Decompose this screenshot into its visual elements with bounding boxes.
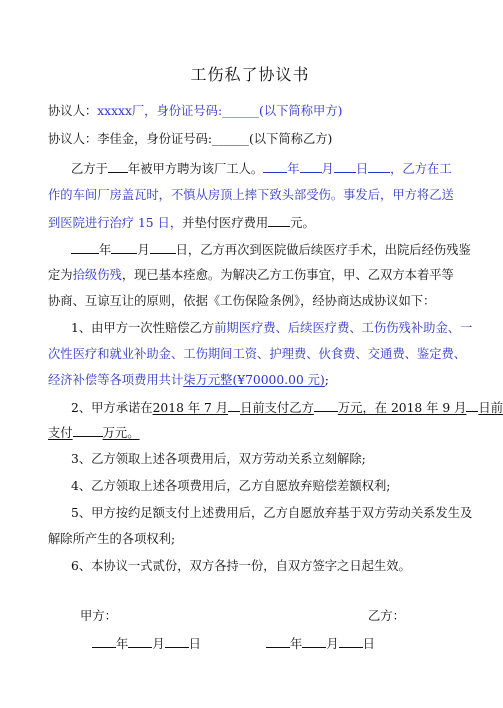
clause2-text: 2、甲方承诺在 bbox=[71, 401, 153, 415]
party-b-id-label: 身份证号码 bbox=[146, 132, 208, 146]
party-b-id-value: :______ bbox=[207, 132, 249, 146]
blank-medical-fee bbox=[268, 214, 290, 227]
clause2-line1 bbox=[71, 399, 503, 416]
clause2-text: 万元。 bbox=[102, 426, 140, 440]
para1-line2: 作的车间厂房盖瓦时，不慎从房顶上摔下致头部受伤。事发后，甲方将乙送 bbox=[48, 188, 454, 202]
para1-day: 日 bbox=[355, 162, 369, 176]
blank-sign-a-month bbox=[128, 635, 152, 648]
blank-pay-day1 bbox=[228, 399, 240, 412]
party-b-name: 李佳金， bbox=[97, 132, 147, 146]
clause2-line2 bbox=[48, 424, 140, 441]
sign-month: 月 bbox=[152, 637, 165, 651]
para1-text: 乙方于 bbox=[71, 162, 108, 176]
party-b-line bbox=[48, 131, 332, 147]
clause2-text: 支付 bbox=[48, 426, 73, 440]
clause1-text: 经济补偿等各项费用共计 bbox=[48, 373, 184, 387]
clause1-line1 bbox=[71, 320, 472, 336]
document-title: 工伤私了协议书 bbox=[190, 65, 310, 84]
sign-month: 月 bbox=[326, 637, 339, 651]
party-a-id-value: :______ bbox=[217, 104, 260, 118]
party-a-line bbox=[48, 103, 342, 119]
para2-line1 bbox=[71, 241, 471, 258]
blank-surgery-day bbox=[150, 241, 176, 254]
blank-pay-day2 bbox=[466, 399, 478, 412]
sign-year: 年 bbox=[290, 637, 303, 651]
para1-line3 bbox=[48, 214, 315, 231]
clause1-line2: 次性医疗和就业补助金、工伤期间工资、护理费、伙食费、交通费、鉴定费、 bbox=[48, 347, 467, 361]
clause4: 4、乙方领取上述各项费用后，乙方自愿放弃赔偿差额权利; bbox=[71, 479, 391, 493]
sign-day: 日 bbox=[362, 637, 375, 651]
para2-text: 日，乙方再次到医院做后续医疗手术，出院后经伤残鉴 bbox=[175, 243, 471, 257]
party-a-suffix: (以下简称甲方) bbox=[259, 104, 343, 118]
blank-hire-year bbox=[108, 160, 128, 173]
disability-level: 拾级伤残 bbox=[72, 268, 122, 282]
para1-text: 元。 bbox=[290, 216, 315, 230]
blank-accident-year bbox=[263, 160, 287, 173]
party-a-signature-date bbox=[92, 634, 201, 652]
blank-pay-amount2 bbox=[73, 424, 103, 437]
para1-text: 并垫付医疗费用 bbox=[182, 216, 269, 230]
blank-sign-b-day bbox=[339, 635, 363, 648]
party-b-signature-label: 乙方： bbox=[368, 609, 405, 623]
para2-year: 年 bbox=[99, 243, 112, 257]
sign-year: 年 bbox=[116, 637, 129, 651]
para2-line3: 协商、互谅互让的原则，依据《工伤保险条例》，经协商达成协议如下： bbox=[48, 294, 436, 308]
blank-sign-b-year bbox=[266, 635, 290, 648]
para2-month: 月 bbox=[137, 243, 150, 257]
clause2-text: 日前支付乙方 bbox=[240, 401, 314, 415]
party-b-signature-date bbox=[266, 634, 375, 652]
compensation-total: 柒万元整(¥70000.00 元) bbox=[183, 373, 325, 387]
party-a-name: xxxxx厂， bbox=[97, 104, 157, 118]
blank-sign-a-year bbox=[92, 635, 116, 648]
clause1-line3 bbox=[48, 372, 329, 388]
para2-text: ，现已基本痊愈。为解决乙方工伤事宜，甲、乙双方本着平等 bbox=[121, 268, 454, 282]
blank-accident-extra bbox=[368, 160, 390, 173]
blank-accident-day bbox=[334, 160, 356, 173]
para1-year: 年 bbox=[287, 162, 300, 176]
para1-month: 月 bbox=[321, 162, 334, 176]
party-b-suffix: (以下简称乙方) bbox=[248, 132, 333, 146]
blank-surgery-year bbox=[71, 241, 99, 254]
blank-sign-a-day bbox=[165, 635, 189, 648]
party-b-prefix: 协议人： bbox=[48, 132, 98, 146]
party-a-prefix: 协议人： bbox=[48, 104, 98, 118]
clause2-date1: 2018 年 7 月 bbox=[152, 401, 229, 415]
blank-pay-amount1 bbox=[314, 399, 338, 412]
clause1-items: 前期医疗费、后续医疗费、工伤伤残补助金、一 bbox=[214, 321, 473, 335]
sign-day: 日 bbox=[188, 637, 201, 651]
blank-sign-b-month bbox=[302, 635, 326, 648]
party-a-signature-label: 甲方： bbox=[80, 609, 117, 623]
para1-line1 bbox=[71, 160, 452, 177]
blank-surgery-month bbox=[111, 241, 137, 254]
clause5-line2: 解除所产生的各项权利; bbox=[48, 532, 176, 546]
clause3: 3、乙方领取上述各项费用后，双方劳动关系立刻解除; bbox=[71, 452, 366, 466]
clause6: 6、本协议一式贰份，双方各持一份，自双方签字之日起生效。 bbox=[71, 559, 411, 573]
para2-text: 定为 bbox=[48, 268, 73, 282]
para1-text: ，乙方在工 bbox=[390, 162, 452, 176]
clause5-line1: 5、甲方按约足额支付上述费用后，乙方自愿放弃基于双方劳动关系发生及 bbox=[71, 506, 473, 520]
clause1-text: 1、由甲方一次性赔偿乙方 bbox=[71, 321, 215, 335]
para2-line2 bbox=[48, 267, 454, 283]
clause2-text: 日前 bbox=[478, 401, 503, 415]
para1-text: 到医院进行治疗 15 日， bbox=[48, 216, 183, 230]
blank-accident-month bbox=[300, 160, 322, 173]
clause1-text: ; bbox=[324, 373, 329, 387]
clause2-date2: 万元，在 2018 年 9 月 bbox=[337, 401, 467, 415]
para1-text: 年被甲方聘为该厂工人。 bbox=[127, 162, 264, 176]
party-a-id-label: 身份证号码 bbox=[156, 104, 218, 118]
